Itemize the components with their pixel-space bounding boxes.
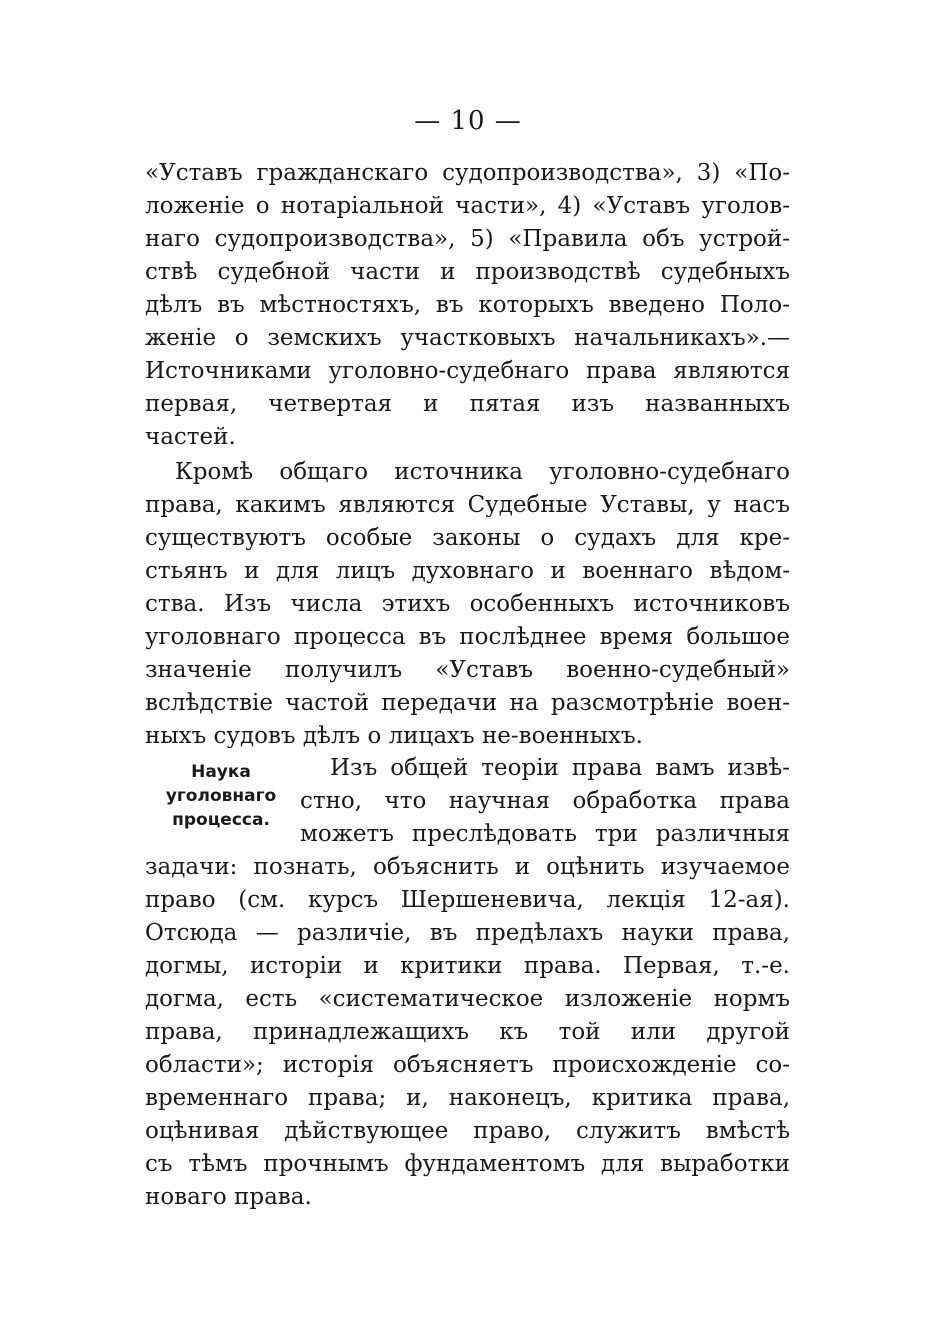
text-line: ства. Изъ числа этихъ особенныхъ источниковъ [145,591,790,617]
text-line: дѣлъ въ мѣстностяхъ, въ которыхъ введено Поло- [145,292,790,318]
text-line: Источниками уголовно-судебнаго права являются [145,358,790,384]
text-line: Изъ общей теоріи права вамъ извѣ- [330,755,790,781]
text-line: наго судопроизводства», 5) «Правила объ устрой- [145,226,790,252]
text-line: женіе о земскихъ участковыхъ начальникахъ».— [145,325,790,351]
text-line: Кромѣ общаго источника уголовно-судебнаго [175,459,790,485]
text-line: ложеніе о нотаріальной части», 4) «Уставъ уголов- [145,193,790,219]
text-line: стьянъ и для лицъ духовнаго и военнаго вѣдом- [145,558,790,584]
text-line: оцѣнивая дѣйствующее право, служитъ вмѣстѣ [145,1118,790,1144]
text-line: права, какимъ являются Судебные Уставы, у насъ [145,492,790,518]
text-line: первая, четвертая и пятая изъ названныхъ [145,391,790,417]
text-line: догма, есть «систематическое изложеніе нормъ [145,986,790,1012]
text-line: частей. [145,424,236,450]
text-line: права, принадлежащихъ къ той или другой [145,1019,790,1045]
text-line: можетъ преслѣдовать три различныя [300,821,790,847]
side-heading [150,760,292,832]
text-line: съ тѣмъ прочнымъ фундаментомъ для выработки [145,1151,790,1177]
side-heading-line: Наука [191,762,251,782]
text-line: вслѣдствіе частой передачи на разсмотрѣніе воен- [145,690,790,716]
text-line: области»; исторія объясняетъ происхожденіе со- [145,1052,790,1078]
text-line: догмы, исторіи и критики права. Первая, т.-е. [145,953,790,979]
side-heading-line: процесса. [172,810,270,830]
page-number: — 10 — [414,106,522,136]
text-line: новаго права. [145,1184,312,1210]
text-line: стно, что научная обработка права [300,788,790,814]
text-line: временнаго права; и, наконецъ, критика права, [145,1085,790,1111]
text-line: Отсюда — различіе, въ предѣлахъ науки права, [145,920,790,946]
text-line: ствѣ судебной части и производствѣ судебныхъ [145,259,790,285]
side-heading-line: уголовнаго [165,786,277,806]
text-line: право (см. курсъ Шершеневича, лекція 12-ая). [145,887,790,913]
text-line: значеніе получилъ «Уставъ военно-судебный» [145,657,790,683]
text-line: существуютъ особые законы о судахъ для кре- [145,525,790,551]
text-line: уголовнаго процесса въ послѣднее время большое [145,624,790,650]
text-line: «Уставъ гражданскаго судопроизводства», 3) «По- [145,160,790,186]
text-line: ныхъ судовъ дѣлъ о лицахъ не-военныхъ. [145,723,643,749]
text-line: задачи: познать, объяснить и оцѣнить изучаемое [145,854,790,880]
